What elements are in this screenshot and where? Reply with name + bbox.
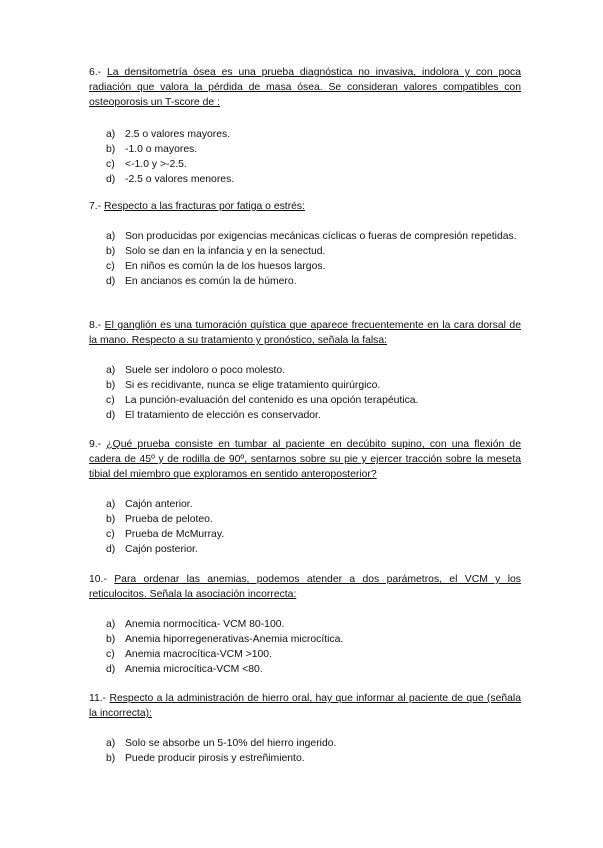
question-number: 11.- bbox=[89, 693, 107, 704]
question-stem bbox=[89, 691, 521, 721]
option-c bbox=[89, 157, 521, 172]
option-text: Solo se absorbe un 5-10% del hierro ingerido. bbox=[125, 738, 337, 749]
option-c bbox=[89, 527, 521, 542]
question-number: 7.- bbox=[89, 201, 102, 212]
option-d bbox=[89, 662, 521, 677]
question-6 bbox=[89, 65, 521, 187]
option-text: La punción-evaluación del contenido es una opción terapéutica. bbox=[125, 395, 419, 406]
option-letter: b) bbox=[106, 514, 116, 525]
question-number: 10.- bbox=[89, 574, 107, 585]
option-text: Anemia microcítica-VCM <80. bbox=[125, 664, 263, 675]
question-text: Respecto a las fracturas por fatiga o estrés: bbox=[104, 201, 306, 212]
question-8 bbox=[89, 318, 521, 423]
option-text: 2.5 o valores mayores. bbox=[125, 129, 231, 140]
question-10 bbox=[89, 572, 521, 677]
option-b bbox=[89, 512, 521, 527]
option-letter: c) bbox=[106, 395, 115, 406]
option-letter: b) bbox=[106, 380, 116, 391]
option-letter: c) bbox=[106, 261, 115, 272]
question-number: 8.- bbox=[89, 320, 102, 331]
option-letter: d) bbox=[106, 664, 116, 675]
question-11 bbox=[89, 691, 521, 766]
option-text: En niños es común la de los huesos largos. bbox=[125, 261, 326, 272]
question-9 bbox=[89, 437, 521, 557]
option-c bbox=[89, 259, 521, 274]
option-a bbox=[89, 229, 521, 244]
question-text: ¿Qué prueba consiste en tumbar al paciente en decúbito supino, con una flexión de cadera de 45º y de rodilla de 90º, sentarnos sobre su pie y ejercer tracción sobre la meseta tibial del miembro que exploramos en sentido anteroposterior? bbox=[89, 439, 521, 480]
option-text: Prueba de McMurray. bbox=[125, 529, 225, 540]
option-b bbox=[89, 142, 521, 157]
option-a bbox=[89, 497, 521, 512]
option-letter: c) bbox=[106, 159, 115, 170]
option-b bbox=[89, 244, 521, 259]
question-7 bbox=[89, 199, 521, 289]
option-letter: d) bbox=[106, 544, 116, 555]
option-a bbox=[89, 363, 521, 378]
option-text: -1.0 o mayores. bbox=[125, 144, 198, 155]
option-d bbox=[89, 408, 521, 423]
options-list bbox=[89, 229, 521, 289]
option-d bbox=[89, 172, 521, 187]
question-text: Respecto a la administración de hierro oral, hay que informar al paciente de que (señala la incorrecta): bbox=[89, 693, 522, 719]
options-list bbox=[89, 617, 521, 677]
option-d bbox=[89, 274, 521, 289]
question-number: 9.- bbox=[89, 439, 102, 450]
question-text: El ganglión es una tumoración quística que aparece frecuentemente en la cara dorsal de la mano. Respecto a su tratamiento y pronóstico, señala la falsa: bbox=[89, 320, 521, 346]
option-letter: b) bbox=[106, 634, 116, 645]
option-letter: d) bbox=[106, 276, 116, 287]
option-a bbox=[89, 127, 521, 142]
option-a bbox=[89, 617, 521, 632]
option-a bbox=[89, 736, 521, 751]
option-letter: a) bbox=[106, 619, 116, 630]
option-letter: a) bbox=[106, 129, 116, 140]
question-stem bbox=[89, 318, 521, 348]
question-stem bbox=[89, 65, 521, 110]
option-letter: a) bbox=[106, 365, 116, 376]
options-list bbox=[89, 363, 521, 423]
options-list bbox=[89, 127, 521, 187]
option-text: Cajón anterior. bbox=[125, 499, 193, 510]
option-text: Si es recidivante, nunca se elige tratamiento quirúrgico. bbox=[125, 380, 381, 391]
option-text: Puede producir pirosis y estreñimiento. bbox=[125, 753, 305, 764]
option-letter: b) bbox=[106, 246, 116, 257]
option-text: En ancianos es común la de húmero. bbox=[125, 276, 297, 287]
option-text: Anemia normocítica- VCM 80-100. bbox=[125, 619, 285, 630]
options-list bbox=[89, 497, 521, 557]
option-letter: c) bbox=[106, 529, 115, 540]
option-text: Son producidas por exigencias mecánicas cíclicas o fueras de compresión repetidas. bbox=[125, 231, 517, 242]
option-text: Anemia macrocítica-VCM >100. bbox=[125, 649, 272, 660]
option-letter: a) bbox=[106, 499, 116, 510]
question-number: 6.- bbox=[89, 67, 102, 78]
option-text: Prueba de peloteo. bbox=[125, 514, 213, 525]
question-text: La densitometría ósea es una prueba diagnóstica no invasiva, indolora y con poca radiación que valora la pérdida de masa ósea. Se consideran valores compatibles con osteoporosis un T-score de : bbox=[89, 67, 521, 108]
option-text: <-1.0 y >-2.5. bbox=[125, 159, 187, 170]
option-d bbox=[89, 542, 521, 557]
option-text: Suele ser indoloro o poco molesto. bbox=[125, 365, 285, 376]
option-c bbox=[89, 647, 521, 662]
option-letter: a) bbox=[106, 231, 116, 242]
option-text: Cajón posterior. bbox=[125, 544, 198, 555]
option-letter: c) bbox=[106, 649, 115, 660]
option-letter: b) bbox=[106, 144, 116, 155]
option-b bbox=[89, 632, 521, 647]
question-stem bbox=[89, 437, 521, 482]
option-letter: a) bbox=[106, 738, 116, 749]
question-stem bbox=[89, 572, 521, 602]
option-letter: d) bbox=[106, 174, 116, 185]
question-stem bbox=[89, 199, 521, 214]
option-letter: d) bbox=[106, 410, 116, 421]
option-letter: b) bbox=[106, 753, 116, 764]
option-b bbox=[89, 751, 521, 766]
option-c bbox=[89, 393, 521, 408]
option-text: Anemia hiporregenerativas-Anemia microcítica. bbox=[125, 634, 344, 645]
option-text: El tratamiento de elección es conservador. bbox=[125, 410, 321, 421]
question-text: Para ordenar las anemias, podemos atender a dos parámetros, el VCM y los reticulocitos. Señala la asociación incorrecta: bbox=[89, 574, 521, 600]
option-text: Solo se dan en la infancia y en la senectud. bbox=[125, 246, 326, 257]
options-list bbox=[89, 736, 521, 766]
option-b bbox=[89, 378, 521, 393]
option-text: -2.5 o valores menores. bbox=[125, 174, 235, 185]
